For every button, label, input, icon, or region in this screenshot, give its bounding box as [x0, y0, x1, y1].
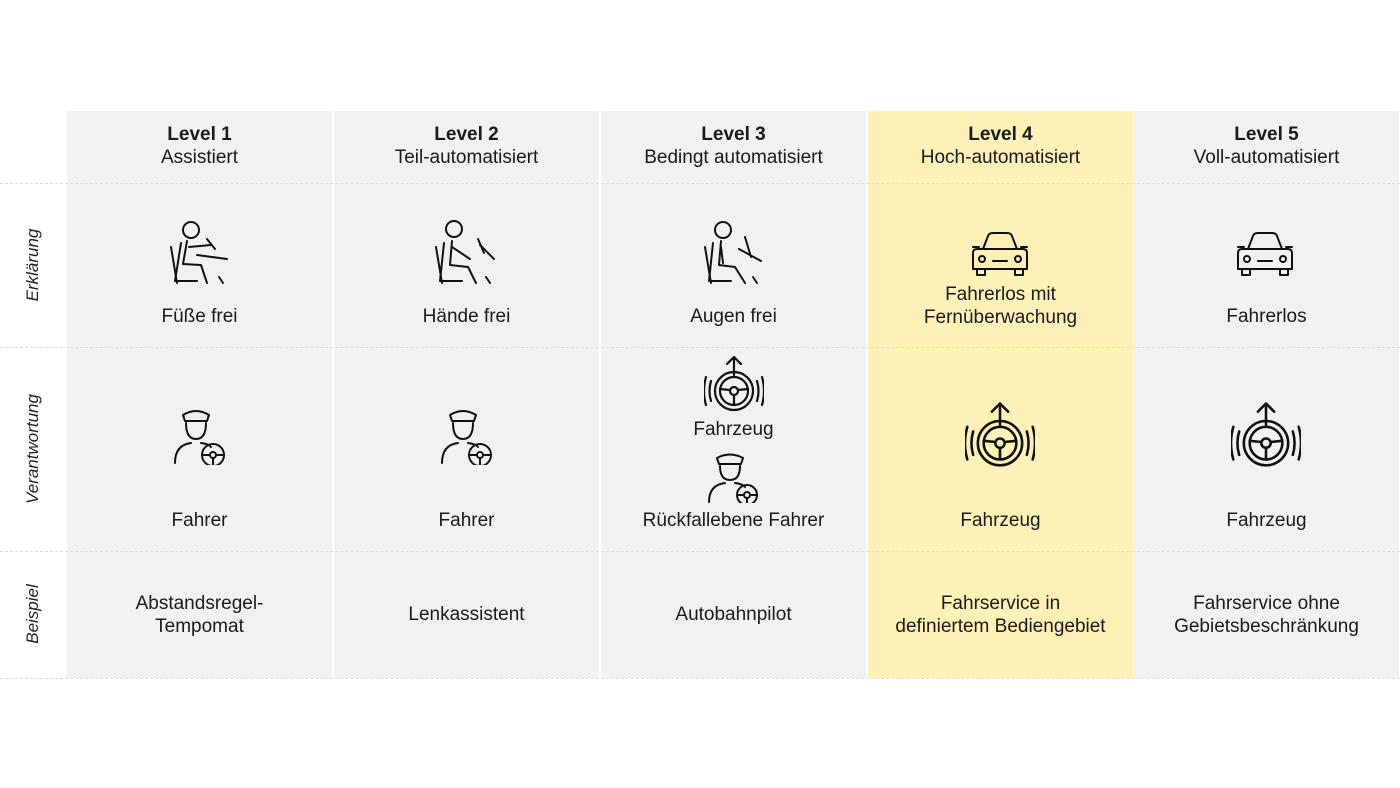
row-label-erklaerung: Erklärung: [23, 228, 42, 302]
level-1-name: Assistiert: [160, 147, 239, 168]
row-label-beispiel: Beispiel: [23, 584, 42, 644]
row-label-verantwortung: Verantwortung: [23, 394, 42, 504]
level-1-beispiel-line2: Tempomat: [155, 616, 244, 637]
steering-wheel-icon: [965, 401, 1035, 469]
row-divider: [0, 183, 1400, 184]
steering-wheel-icon: [704, 355, 764, 413]
level-4-erklaerung-line2: Fernüberwachung: [923, 307, 1078, 328]
car-icon: [1236, 231, 1294, 277]
level-2-beispiel: Lenkassistent: [408, 604, 525, 625]
level-5-verantwortung: Fahrzeug: [1226, 510, 1307, 531]
level-5-column: [1134, 111, 1399, 678]
level-4-column: [868, 111, 1133, 678]
level-5-beispiel-line2: Gebietsbeschränkung: [1174, 616, 1359, 637]
level-2-column: [334, 111, 599, 678]
steering-wheel-icon: [1231, 401, 1301, 469]
level-5-beispiel-line1: Fahrservice ohne: [1193, 593, 1340, 614]
level-3-column: [601, 111, 866, 678]
level-2-name: Teil-automatisiert: [394, 147, 539, 168]
row-divider: [0, 347, 1400, 348]
level-5-title: Level 5: [1234, 124, 1299, 145]
level-3-erklaerung: Augen frei: [690, 306, 777, 327]
level-1-beispiel-line1: Abstandsregel-: [135, 593, 264, 614]
level-4-beispiel-line2: definiertem Bediengebiet: [895, 616, 1106, 637]
row-divider: [0, 551, 1400, 552]
level-4-beispiel-line1: Fahrservice in: [940, 593, 1061, 614]
level-2-erklaerung: Hände frei: [422, 306, 511, 327]
row-divider: [0, 678, 1400, 679]
level-5-name: Voll-automatisiert: [1193, 147, 1340, 168]
level-5-erklaerung: Fahrerlos: [1226, 306, 1307, 327]
level-3-name: Bedingt automatisiert: [644, 147, 823, 168]
level-1-title: Level 1: [167, 124, 232, 145]
level-4-verantwortung: Fahrzeug: [960, 510, 1041, 531]
level-1-erklaerung: Füße frei: [161, 306, 238, 327]
level-1-verantwortung: Fahrer: [171, 510, 228, 531]
level-4-title: Level 4: [968, 124, 1033, 145]
driver-seat-icon: [434, 219, 500, 289]
driver-person-icon: [173, 407, 229, 465]
level-3-verantwortung: Rückfallebene Fahrer: [642, 510, 825, 531]
driver-seat-icon: [167, 219, 233, 289]
level-3-beispiel: Autobahnpilot: [675, 604, 792, 625]
driver-person-icon: [440, 407, 496, 465]
level-4-erklaerung-line1: Fahrerlos mit: [945, 284, 1056, 305]
level-2-title: Level 2: [434, 124, 499, 145]
level-4-name: Hoch-automatisiert: [920, 147, 1081, 168]
driver-person-icon: [707, 451, 763, 503]
level-3-title: Level 3: [701, 124, 766, 145]
car-icon: [971, 231, 1029, 277]
driver-seat-icon: [701, 219, 767, 289]
level-1-column: [67, 111, 332, 678]
level-2-verantwortung: Fahrer: [438, 510, 495, 531]
level-3-verantwortung-fahrzeug: Fahrzeug: [693, 419, 774, 440]
